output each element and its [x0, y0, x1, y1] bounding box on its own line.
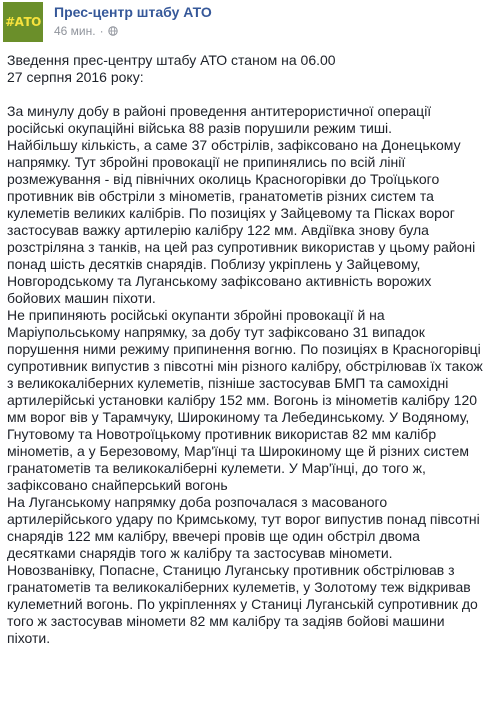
page-name-link[interactable]: Прес-центр штабу АТО: [54, 4, 212, 20]
avatar-label: #АТО: [5, 15, 41, 29]
post-body: [7, 52, 489, 647]
post-paragraph: За минулу добу в районі проведення антитерористичної операції російські окупаційні війська 88 разів порушили режим тиші. Найбільшу кількість, а саме 37 обстрілів, зафіксовано на Донецькому напрямку. Тут збройні провокації не припинялись по всій лінії розмежування - від північних околиць Красногорівки до Троїцького противник вів обстріли з мінометів, гранатометів різних систем та кулеметів великих калібрів. По позиціях у Зайцевому та Пісках ворог застосував важку артилерію калібру 122 мм. Авдіївка знову була розстріляна з танків, на цей раз супротивник використав у цьому районі понад шість десятків снарядів. Поблизу укріплень у Зайцевому, Новгородському та Луганському зафіксовано активність ворожих бойових машин піхоти.: [7, 103, 476, 306]
intro-line: Зведення прес-центру штабу АТО станом на 06.00: [7, 52, 336, 68]
post-paragraph: Не припиняють російські окупанти збройні провокації й на Маріупольському напрямку, за добу тут зафіксовано 31 випадок порушення ними режиму припинення вогню. По позиціях в Красногорівці супротивник випустив з півсотні мін різного калібру, обстрілював їх також з великокаліберних кулеметів, пізніше застосував БМП та самохідні артилерійські установки калібру 152 мм. Вогонь із мінометів калібру 120 мм ворог вів у Тарамчуку, Широкиному та Лебединському. У Водяному, Гнутовому та Новотроїцькому противник використав 82 мм калібр мінометів, а у Березовому, Мар'їнці та Широкиному ще й різних систем гранатометів та великокаліберні кулемети. У Мар'їнці, до того ж, зафіксовано снайперський вогонь: [7, 307, 483, 493]
post-paragraph: На Луганському напрямку доба розпочалася з масованого артилерійського удару по Кримському, тут ворог випустив понад півсотні снарядів 122 мм калібру, ввечері провів ще один обстріл двома десятками снарядів того ж калібру та застосував міномети. Новозванівку, Попасне, Станицю Луганську противник обстрілював з гранатометів та великокаліберних кулеметів, у Золотому теж відкривав кулеметний вогонь. По укріпленнях у Станиці Луганській супротивник до того ж застосував міномети 82 мм калібру та задіяв бойові машини піхоти.: [7, 494, 480, 646]
post-meta: [54, 24, 118, 38]
intro-line: 27 серпня 2016 року:: [7, 69, 144, 85]
separator-dot: ·: [99, 24, 104, 38]
post-intro: [7, 52, 489, 86]
timestamp-link[interactable]: 46 мин.: [54, 24, 96, 38]
post-header: [3, 2, 491, 42]
globe-icon: [108, 26, 118, 36]
avatar[interactable]: [3, 2, 43, 42]
